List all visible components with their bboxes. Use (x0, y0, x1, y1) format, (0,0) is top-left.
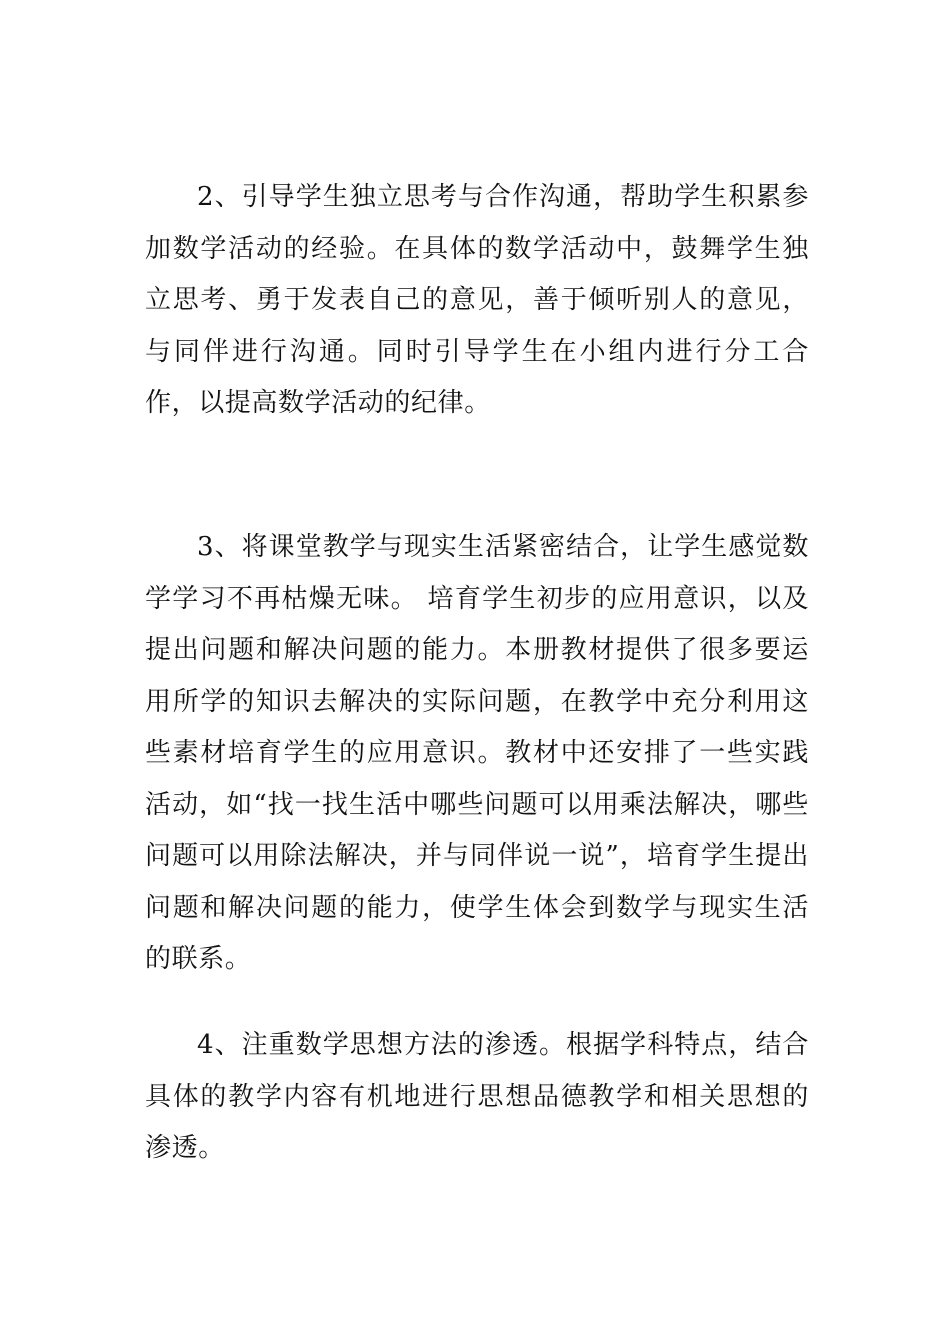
paragraph-2: 2、引导学生独立思考与合作沟通，帮助学生积累参加数学活动的经验。在具体的数学活动中，鼓舞学生独立思考、勇于发表自己的意见，善于倾听别人的意见，与同伴进行沟通。同时引导学生在小组内进行分工合作，以提高数学活动的纪律。 (145, 182, 809, 418)
paragraph-3: 3、将课堂教学与现实生活紧密结合，让学生感觉数学学习不再枯燥无味。 培育学生初步的应用意识，以及提出问题和解决问题的能力。本册教材提供了很多要运用所学的知识去解决的实际问题，在教学中充分利用这些素材培育学生的应用意识。教材中还安排了一些实践活动，如“找一找生活中哪些问题可以用乘法解决，哪些问题可以用除法解决，并与同伴说一说”，培育学生提出问题和解决问题的能力，使学生体会到数学与现实生活的联系。 (145, 532, 809, 974)
paragraph-4: 4、注重数学思想方法的渗透。根据学科特点，结合具体的教学内容有机地进行思想品德教学和相关思想的渗透。 (145, 1030, 809, 1163)
